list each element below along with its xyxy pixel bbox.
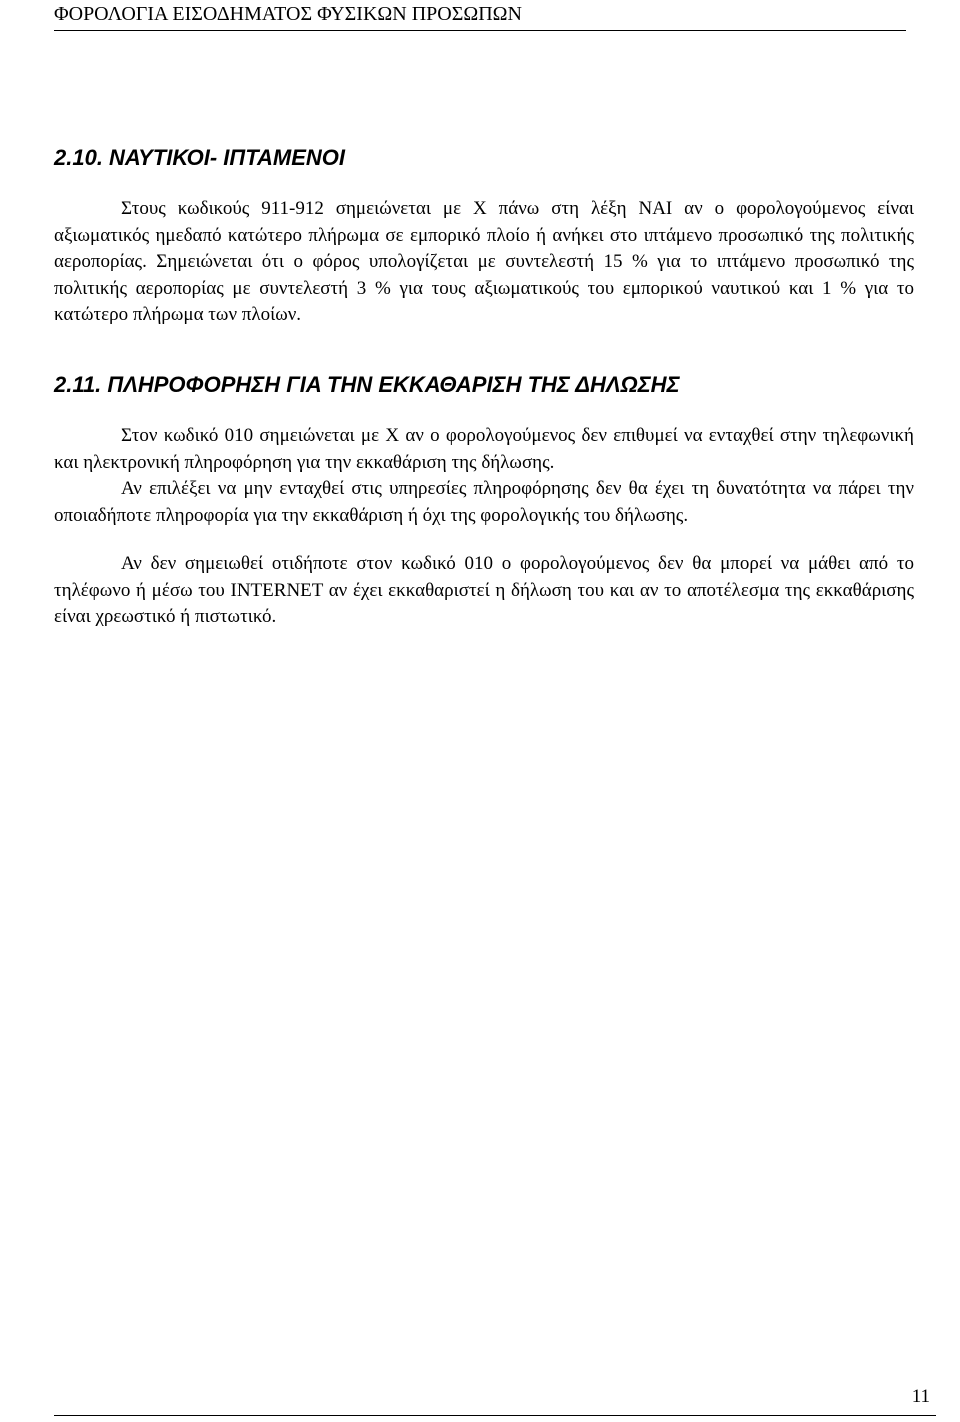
section-heading-2-11: 2.11. ΠΛΗΡΟΦΟΡΗΣΗ ΓΙΑ ΤΗΝ ΕΚΚΑΘΑΡΙΣΗ ΤΗΣ ΔΗΛΩΣΗΣ bbox=[54, 372, 680, 397]
paragraph-naftikoi: Στους κωδικούς 911-912 σημειώνεται με Χ πάνω στη λέξη ΝΑΙ αν ο φορολογούμενος είναι αξιωματικός ημεδαπό κατώτερο πλήρωμα σε εμπορικό πλοίο ή ανήκει στο ιπτάμενο προσωπικό της πολιτικής αεροπορίας. Σημειώνεται ότι ο φόρος υπολογίζεται με συντελεστή 15 % για το ιπτάμενο προσωπικό της πολιτικής αεροπορίας με συντελεστή 3 % για τους αξιωματικούς του εμπορικού ναυτικού και 1 % για το κατώτερο πλήρωμα των πλοίων. bbox=[54, 198, 914, 325]
paragraph-internet-ekkatharisi: Αν δεν σημειωθεί οτιδήποτε στον κωδικό 010 ο φορολογούμενος δεν θα μπορεί να μάθει από το τηλέφωνο ή μέσω του INTERNET αν έχει εκκαθαριστεί η δήλωση του και αν το αποτέλεσμα της εκκαθάρισης είναι χρεωστικό ή πιστωτικό. bbox=[54, 553, 914, 627]
page-number: 11 bbox=[911, 1386, 930, 1407]
section-heading-2-10: 2.10. ΝΑΥΤΙΚΟΙ- ΙΠΤΑΜΕΝΟΙ bbox=[54, 145, 346, 170]
paragraph-kodikos-010: Στον κωδικό 010 σημειώνεται με Χ αν ο φορολογούμενος δεν επιθυμεί να ενταχθεί στην τηλεφωνική και ηλεκτρονική πληροφόρηση για την εκκαθάριση της δήλωσης. bbox=[54, 425, 914, 473]
running-header-title: ΦΟΡΟΛΟΓΙΑ ΕΙΣΟΔΗΜΑΤΟΣ ΦΥΣΙΚΩΝ ΠΡΟΣΩΠΩΝ bbox=[54, 3, 522, 25]
paragraph-ypiresies-pliroforisis: Αν επιλέξει να μην ενταχθεί στις υπηρεσίες πληροφόρησης δεν θα έχει τη δυνατότητα να πάρει την οποιαδήποτε πληροφορία για την εκκαθάριση ή όχι της φορολογικής του δήλωσης. bbox=[54, 478, 914, 526]
header-rule bbox=[54, 30, 906, 31]
footer-rule bbox=[54, 1415, 936, 1416]
